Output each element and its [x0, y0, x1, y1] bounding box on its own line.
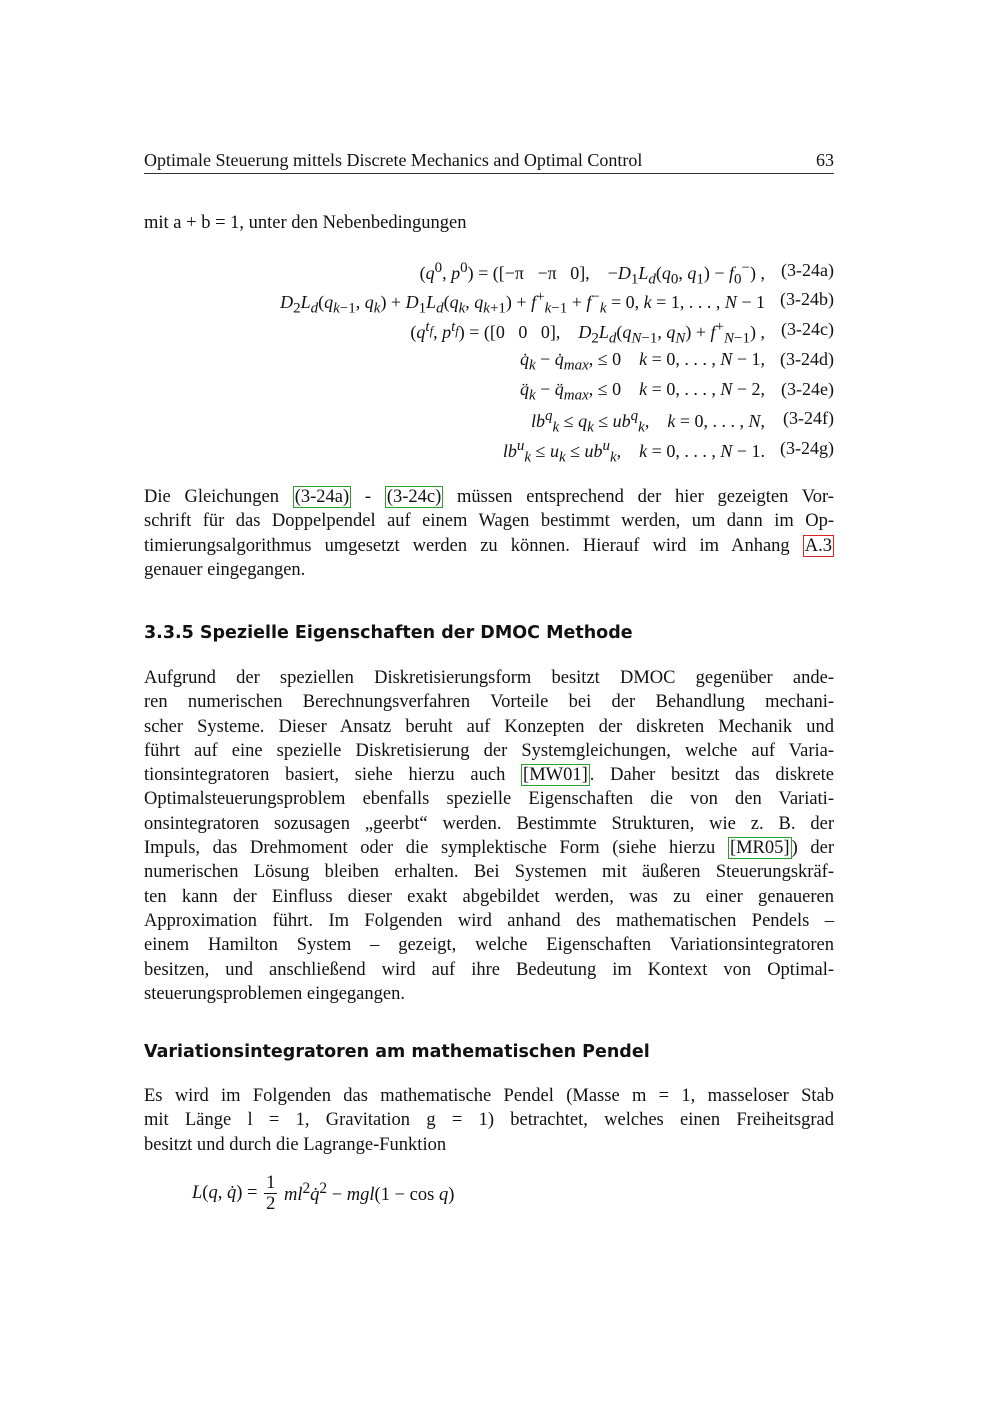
equation-label: (3-24e): [781, 379, 834, 399]
subsection-body: Es wird im Folgenden das mathematische Pendel (Masse m = 1, masseloser Stab mit Länge l = 1, Gravitation g = 1) betrachtet, welches einen Freiheitsgrad besitzt und durch die Lagrange-Funktion: [144, 1086, 834, 1155]
intro-line: mit a + b = 1, unter den Nebenbedingungen: [144, 213, 467, 233]
equation-label: (3-24b): [780, 289, 834, 309]
running-title: Optimale Steuerung mittels Discrete Mechanics and Optimal Control: [144, 150, 643, 170]
equation-link-3-24a[interactable]: (3-24a): [294, 487, 350, 507]
equation-3-24b: $D_2L_d(q_{k-1}$, $q_k) + D_1L_d(q_k$, $q_{k+1}) + f^+_{k-1} + f^-_k = 0$, k = 1, . . . , N − 1: [280, 289, 765, 317]
citation-mr05[interactable]: [MR05]: [729, 838, 790, 859]
lagrange-equation: L(q, q̇) = $\frac{1}{2}$ $ml^2q̇^2 - mgl(1 - \cos q)$: [192, 1173, 455, 1214]
equation-3-24a: ($q^0$, $p^0) = ([-\pi -\pi$ 0], $-D_1L_d(q_0$, $q_1) - f_0^-$) ,: [419, 260, 765, 288]
equation-label: (3-24f): [783, 408, 834, 428]
equation-3-24e: $q̈_k$ − $q̈_{max}$, ≤ 0 k = 0, . . . , N − 2,: [519, 379, 765, 404]
equation-3-24f: $lb^q_k \le q_k \le ub^q_k$, k = 0, . . . , N,: [531, 408, 765, 436]
equation-3-24c: ($q^{t_f}$, $p^{t_f}) = ([0$ 0 0], $D_2L_d(q_{N-1}$, $q_N) + f^+_{N-1}$) ,: [410, 319, 765, 347]
equation-link-3-24c[interactable]: (3-24c): [386, 487, 442, 507]
equation-3-24d: $q̇_k$ − $q̇_{max}$, ≤ 0 k = 0, . . . , N − 1,: [519, 349, 765, 374]
citation-mw01[interactable]: [MW01]: [523, 765, 588, 786]
equation-label: (3-24d): [780, 349, 834, 369]
section-heading: 3.3.5 Spezielle Eigenschaften der DMOC Methode: [144, 623, 633, 643]
subsection-heading: Variationsintegratoren am mathematischen Pendel: [144, 1042, 650, 1062]
section-body: Aufgrund der speziellen Diskretisierungsform besitzt DMOC gegenüber ande- ren numerischen Berechnungsverfahren Vorteile bei der Behandlung mechani- scher Systeme. Dieser Ansatz beruht auf Konzepten der diskreten Mechanik und führt auf eine spezielle Diskretisierung der Systemgleichungen, welche auf Varia- tionsintegratoren basiert, siehe hierzu auch [MW01] . Daher besitzt das diskrete Optimalsteuerungsproblem ebenfalls spezielle Eigenschaften die von den Variati- onsintegratoren sozusagen „geerbt“ werden. Bestimmte Strukturen, wie z. B. der Impuls, das Drehmoment oder die symplektische Form (siehe hierzu [MR05] ) der numerischen Lösung bleiben erhalten. Bei Systemen mit äußeren Steuerungskräf- ten kann der Einfluss dieser exakt abgebildet werden, was zu einer genaueren Approximation führt. Im Folgenden wird anhand des mathematischen Pendels – einem Hamilton System – gezeigt, welche Eigenschaften Variationsintegratoren besitzen, und anschließend wird auf ihre Bedeutung im Kontext von Optimal- steuerungsproblemen eingegangen.: [144, 668, 834, 1004]
equation-label: (3-24a): [781, 260, 834, 280]
equation-label: (3-24c): [781, 319, 834, 339]
appendix-link-a3[interactable]: A.3: [804, 535, 832, 556]
equation-3-24g: $lb^u_k \le u_k \le ub^u_k$, k = 0, . . . , N − 1.: [502, 438, 765, 466]
page-number: 63: [816, 150, 834, 170]
paragraph-gleichungen: Die Gleichungen (3-24a) - (3-24c) müssen entsprechend der hier gezeigten Vor- schrift für das Doppelpendel auf einem Wagen bestimmt werden, um dann im Op- timierungsalgorithmus umgesetzt werden zu können. Hierauf wird im Anhang A.3 genauer eingegangen.: [144, 487, 834, 580]
equation-label: (3-24g): [780, 438, 834, 458]
header-rule: [144, 173, 834, 174]
